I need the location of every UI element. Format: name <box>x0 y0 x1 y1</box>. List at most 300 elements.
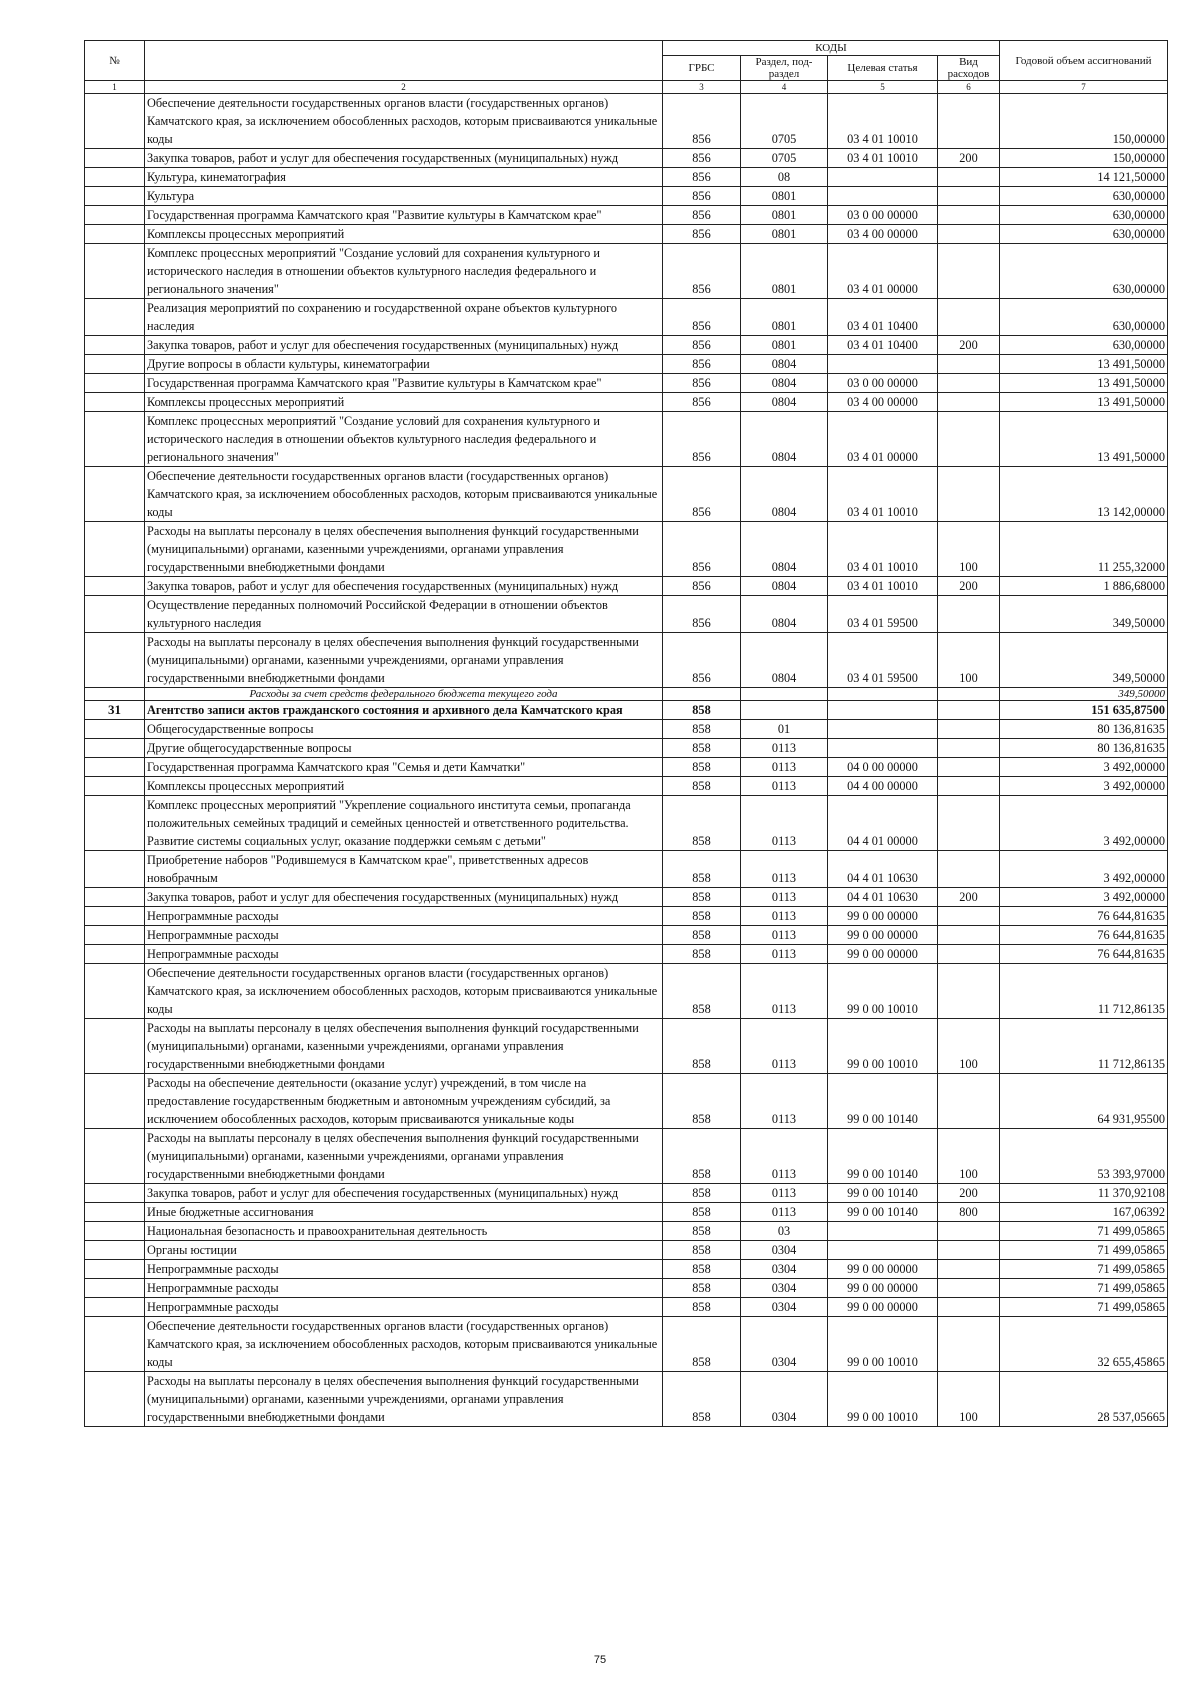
row-name: Непрограммные расходы <box>145 1260 663 1279</box>
table-row <box>85 1222 1168 1241</box>
row-expense-type <box>938 945 1000 964</box>
row-number <box>85 720 145 739</box>
row-target-article: 03 4 00 00000 <box>828 225 938 244</box>
row-amount: 349,50000 <box>1000 633 1168 688</box>
row-target-article <box>828 355 938 374</box>
row-number <box>85 1019 145 1074</box>
header-col-num: 5 <box>828 81 938 94</box>
row-target-article: 99 0 00 10010 <box>828 1019 938 1074</box>
row-name: Реализация мероприятий по сохранению и государственной охране объектов культурного наследия <box>145 299 663 336</box>
row-grbs: 856 <box>663 522 741 577</box>
table-row <box>85 1298 1168 1317</box>
row-grbs: 858 <box>663 964 741 1019</box>
row-grbs: 858 <box>663 777 741 796</box>
row-target-article: 04 4 01 10630 <box>828 888 938 907</box>
row-grbs: 856 <box>663 577 741 596</box>
row-name: Закупка товаров, работ и услуг для обеспечения государственных (муниципальных) нужд <box>145 577 663 596</box>
row-expense-type <box>938 374 1000 393</box>
row-target-article: 04 0 00 00000 <box>828 758 938 777</box>
row-name: Закупка товаров, работ и услуг для обеспечения государственных (муниципальных) нужд <box>145 336 663 355</box>
row-expense-type: 100 <box>938 1129 1000 1184</box>
row-grbs: 858 <box>663 1019 741 1074</box>
row-target-article: 04 4 01 10630 <box>828 851 938 888</box>
row-razdel: 0113 <box>741 964 828 1019</box>
row-expense-type: 800 <box>938 1203 1000 1222</box>
table-row <box>85 1129 1168 1184</box>
row-target-article <box>828 187 938 206</box>
row-expense-type <box>938 168 1000 187</box>
row-name: Непрограммные расходы <box>145 907 663 926</box>
table-row <box>85 1317 1168 1372</box>
row-name: Государственная программа Камчатского края "Развитие культуры в Камчатском крае" <box>145 374 663 393</box>
table-row <box>85 467 1168 522</box>
row-number <box>85 1298 145 1317</box>
row-amount: 3 492,00000 <box>1000 851 1168 888</box>
row-number <box>85 412 145 467</box>
row-amount: 630,00000 <box>1000 299 1168 336</box>
row-grbs: 858 <box>663 1184 741 1203</box>
table-row <box>85 577 1168 596</box>
row-name: Расходы за счет средств федерального бюджета текущего года <box>145 688 663 701</box>
row-amount: 3 492,00000 <box>1000 796 1168 851</box>
row-name: Закупка товаров, работ и услуг для обеспечения государственных (муниципальных) нужд <box>145 149 663 168</box>
row-expense-type: 200 <box>938 888 1000 907</box>
row-razdel: 0804 <box>741 577 828 596</box>
row-expense-type <box>938 1222 1000 1241</box>
table-row <box>85 777 1168 796</box>
row-expense-type <box>938 393 1000 412</box>
table-row <box>85 1279 1168 1298</box>
row-target-article <box>828 688 938 701</box>
row-expense-type <box>938 355 1000 374</box>
row-number <box>85 907 145 926</box>
row-amount: 630,00000 <box>1000 244 1168 299</box>
row-grbs: 858 <box>663 720 741 739</box>
row-expense-type <box>938 244 1000 299</box>
row-razdel: 0304 <box>741 1260 828 1279</box>
row-razdel: 0113 <box>741 945 828 964</box>
table-row <box>85 94 1168 149</box>
table-row <box>85 888 1168 907</box>
row-target-article: 99 0 00 00000 <box>828 907 938 926</box>
row-target-article: 99 0 00 00000 <box>828 1260 938 1279</box>
row-grbs: 858 <box>663 888 741 907</box>
table-row <box>85 758 1168 777</box>
row-razdel: 01 <box>741 720 828 739</box>
table-row <box>85 393 1168 412</box>
header-cs: Целевая статья <box>828 56 938 81</box>
table-row <box>85 596 1168 633</box>
row-name: Обеспечение деятельности государственных органов власти (государственных органов) Камчатского края, за исключением обособленных расходов, которым присваиваются уникальные коды <box>145 1317 663 1372</box>
row-target-article: 99 0 00 00000 <box>828 1279 938 1298</box>
row-target-article: 99 0 00 10140 <box>828 1129 938 1184</box>
row-name: Расходы на выплаты персоналу в целях обеспечения выполнения функций государственными (муниципальными) органами, казенными учреждениями, органами управления государственными внебюджетными фондами <box>145 1372 663 1427</box>
header-grbs: ГРБС <box>663 56 741 81</box>
row-name: Комплексы процессных мероприятий <box>145 225 663 244</box>
header-razdel: Раздел, под-раздел <box>741 56 828 81</box>
row-razdel: 0113 <box>741 1019 828 1074</box>
row-amount: 630,00000 <box>1000 336 1168 355</box>
row-amount: 13 491,50000 <box>1000 412 1168 467</box>
row-razdel: 0304 <box>741 1279 828 1298</box>
row-target-article: 03 4 01 00000 <box>828 412 938 467</box>
row-expense-type <box>938 907 1000 926</box>
row-number <box>85 758 145 777</box>
table-row <box>85 374 1168 393</box>
row-grbs: 856 <box>663 299 741 336</box>
row-expense-type: 100 <box>938 1372 1000 1427</box>
row-amount: 150,00000 <box>1000 149 1168 168</box>
row-target-article <box>828 739 938 758</box>
row-amount: 150,00000 <box>1000 94 1168 149</box>
table-row <box>85 168 1168 187</box>
row-name: Комплекс процессных мероприятий "Укрепление социального института семьи, пропаганда положительных семейных традиций и семейных ценностей и ответственного родительства. Развитие системы социальных услуг, оказание поддержки семьям с детьми" <box>145 796 663 851</box>
row-number <box>85 633 145 688</box>
row-number <box>85 1203 145 1222</box>
row-target-article: 99 0 00 00000 <box>828 1298 938 1317</box>
row-razdel: 0304 <box>741 1298 828 1317</box>
row-grbs: 858 <box>663 1317 741 1372</box>
row-razdel: 0113 <box>741 1184 828 1203</box>
row-grbs: 856 <box>663 244 741 299</box>
row-target-article: 99 0 00 10140 <box>828 1203 938 1222</box>
row-target-article: 99 0 00 00000 <box>828 945 938 964</box>
row-amount: 28 537,05665 <box>1000 1372 1168 1427</box>
row-target-article: 03 4 01 10010 <box>828 522 938 577</box>
row-amount: 71 499,05865 <box>1000 1298 1168 1317</box>
table-row <box>85 926 1168 945</box>
row-expense-type <box>938 926 1000 945</box>
row-name: Приобретение наборов "Родившемуся в Камчатском крае", приветственных адресов новобрачным <box>145 851 663 888</box>
row-number <box>85 225 145 244</box>
row-expense-type <box>938 225 1000 244</box>
row-name: Другие общегосударственные вопросы <box>145 739 663 758</box>
row-number <box>85 467 145 522</box>
row-razdel: 0804 <box>741 412 828 467</box>
row-amount: 11 712,86135 <box>1000 1019 1168 1074</box>
row-amount: 53 393,97000 <box>1000 1129 1168 1184</box>
row-number <box>85 945 145 964</box>
row-amount: 630,00000 <box>1000 187 1168 206</box>
row-number <box>85 596 145 633</box>
row-target-article <box>828 1222 938 1241</box>
row-razdel: 0113 <box>741 1203 828 1222</box>
row-name: Общегосударственные вопросы <box>145 720 663 739</box>
row-expense-type <box>938 720 1000 739</box>
row-target-article: 99 0 00 10010 <box>828 1317 938 1372</box>
row-name: Комплексы процессных мероприятий <box>145 777 663 796</box>
row-amount: 3 492,00000 <box>1000 888 1168 907</box>
row-razdel: 0804 <box>741 355 828 374</box>
table-row <box>85 336 1168 355</box>
row-number <box>85 187 145 206</box>
row-name: Органы юстиции <box>145 1241 663 1260</box>
table-row <box>85 688 1168 701</box>
row-target-article: 99 0 00 10010 <box>828 964 938 1019</box>
row-razdel: 0801 <box>741 336 828 355</box>
row-grbs: 856 <box>663 355 741 374</box>
row-grbs: 858 <box>663 1222 741 1241</box>
row-name: Культура, кинематография <box>145 168 663 187</box>
row-expense-type <box>938 777 1000 796</box>
row-expense-type <box>938 1279 1000 1298</box>
row-name: Непрограммные расходы <box>145 1279 663 1298</box>
row-name: Расходы на выплаты персоналу в целях обеспечения выполнения функций государственными (муниципальными) органами, казенными учреждениями, органами управления государственными внебюджетными фондами <box>145 1129 663 1184</box>
row-razdel: 0705 <box>741 149 828 168</box>
row-razdel: 0804 <box>741 393 828 412</box>
row-number <box>85 1222 145 1241</box>
row-razdel: 08 <box>741 168 828 187</box>
row-name: Иные бюджетные ассигнования <box>145 1203 663 1222</box>
row-number <box>85 374 145 393</box>
row-grbs: 858 <box>663 1298 741 1317</box>
row-name: Расходы на выплаты персоналу в целях обеспечения выполнения функций государственными (муниципальными) органами, казенными учреждениями, органами управления государственными внебюджетными фондами <box>145 633 663 688</box>
header-col-num: 2 <box>145 81 663 94</box>
row-grbs: 856 <box>663 168 741 187</box>
row-target-article: 03 0 00 00000 <box>828 206 938 225</box>
row-name: Обеспечение деятельности государственных органов власти (государственных органов) Камчатского края, за исключением обособленных расходов, которым присваиваются уникальные коды <box>145 964 663 1019</box>
row-target-article: 03 4 00 00000 <box>828 393 938 412</box>
row-target-article: 03 4 01 10010 <box>828 577 938 596</box>
row-expense-type: 200 <box>938 577 1000 596</box>
row-razdel: 0113 <box>741 1129 828 1184</box>
table-row <box>85 412 1168 467</box>
header-col-num: 4 <box>741 81 828 94</box>
row-expense-type <box>938 796 1000 851</box>
row-expense-type: 200 <box>938 149 1000 168</box>
row-razdel: 0801 <box>741 206 828 225</box>
row-expense-type <box>938 688 1000 701</box>
row-expense-type <box>938 412 1000 467</box>
header-sum: Годовой объем ассигнований <box>1000 41 1168 81</box>
row-grbs: 856 <box>663 225 741 244</box>
row-number <box>85 1074 145 1129</box>
row-expense-type: 200 <box>938 336 1000 355</box>
row-grbs: 858 <box>663 1241 741 1260</box>
row-number <box>85 522 145 577</box>
row-grbs: 858 <box>663 907 741 926</box>
row-amount: 71 499,05865 <box>1000 1241 1168 1260</box>
row-razdel <box>741 701 828 720</box>
row-name: Национальная безопасность и правоохранительная деятельность <box>145 1222 663 1241</box>
row-amount: 3 492,00000 <box>1000 758 1168 777</box>
row-number <box>85 149 145 168</box>
row-expense-type <box>938 739 1000 758</box>
table-row <box>85 206 1168 225</box>
row-grbs: 856 <box>663 596 741 633</box>
row-razdel: 0113 <box>741 739 828 758</box>
row-razdel: 0804 <box>741 374 828 393</box>
row-expense-type <box>938 1260 1000 1279</box>
row-name: Обеспечение деятельности государственных органов власти (государственных органов) Камчатского края, за исключением обособленных расходов, которым присваиваются уникальные коды <box>145 467 663 522</box>
row-target-article: 03 4 01 59500 <box>828 596 938 633</box>
row-target-article: 99 0 00 10010 <box>828 1372 938 1427</box>
row-razdel: 03 <box>741 1222 828 1241</box>
row-name: Расходы на выплаты персоналу в целях обеспечения выполнения функций государственными (муниципальными) органами, казенными учреждениями, органами управления государственными внебюджетными фондами <box>145 522 663 577</box>
table-row <box>85 244 1168 299</box>
row-name: Государственная программа Камчатского края "Развитие культуры в Камчатском крае" <box>145 206 663 225</box>
row-expense-type: 200 <box>938 1184 1000 1203</box>
row-expense-type <box>938 701 1000 720</box>
header-col-num: 3 <box>663 81 741 94</box>
row-razdel: 0801 <box>741 299 828 336</box>
row-target-article: 99 0 00 00000 <box>828 926 938 945</box>
table-row <box>85 796 1168 851</box>
row-grbs <box>663 688 741 701</box>
table-row <box>85 149 1168 168</box>
row-number <box>85 206 145 225</box>
table-row <box>85 964 1168 1019</box>
row-target-article: 03 4 01 10400 <box>828 336 938 355</box>
row-name: Культура <box>145 187 663 206</box>
row-number <box>85 739 145 758</box>
row-target-article: 04 4 01 00000 <box>828 796 938 851</box>
header-col-num: 1 <box>85 81 145 94</box>
row-razdel: 0113 <box>741 851 828 888</box>
row-amount: 14 121,50000 <box>1000 168 1168 187</box>
row-target-article <box>828 720 938 739</box>
row-grbs: 858 <box>663 851 741 888</box>
row-grbs: 856 <box>663 206 741 225</box>
row-razdel: 0804 <box>741 467 828 522</box>
table-row <box>85 907 1168 926</box>
row-number <box>85 94 145 149</box>
row-target-article <box>828 1241 938 1260</box>
row-expense-type <box>938 1298 1000 1317</box>
header-col-num: 6 <box>938 81 1000 94</box>
row-expense-type: 100 <box>938 633 1000 688</box>
header-col-num: 7 <box>1000 81 1168 94</box>
row-grbs: 858 <box>663 758 741 777</box>
row-amount: 80 136,81635 <box>1000 739 1168 758</box>
row-expense-type <box>938 758 1000 777</box>
row-number <box>85 299 145 336</box>
row-name: Государственная программа Камчатского края "Семья и дети Камчатки" <box>145 758 663 777</box>
row-number <box>85 688 145 701</box>
row-grbs: 858 <box>663 1372 741 1427</box>
row-amount: 630,00000 <box>1000 225 1168 244</box>
row-number <box>85 355 145 374</box>
row-razdel: 0113 <box>741 907 828 926</box>
row-target-article: 03 4 01 00000 <box>828 244 938 299</box>
row-grbs: 856 <box>663 467 741 522</box>
row-razdel: 0113 <box>741 926 828 945</box>
row-name: Расходы на выплаты персоналу в целях обеспечения выполнения функций государственными (муниципальными) органами, казенными учреждениями, органами управления государственными внебюджетными фондами <box>145 1019 663 1074</box>
row-razdel: 0113 <box>741 796 828 851</box>
row-name: Другие вопросы в области культуры, кинематографии <box>145 355 663 374</box>
page-number: 75 <box>593 1654 607 1666</box>
row-amount: 151 635,87500 <box>1000 701 1168 720</box>
row-razdel: 0804 <box>741 633 828 688</box>
row-amount: 76 644,81635 <box>1000 907 1168 926</box>
row-razdel: 0304 <box>741 1317 828 1372</box>
row-name: Комплексы процессных мероприятий <box>145 393 663 412</box>
table-row <box>85 1074 1168 1129</box>
table-row <box>85 701 1168 720</box>
row-target-article: 99 0 00 10140 <box>828 1074 938 1129</box>
table-row <box>85 720 1168 739</box>
header-name <box>145 41 663 81</box>
row-target-article: 03 4 01 59500 <box>828 633 938 688</box>
row-grbs: 856 <box>663 633 741 688</box>
table-row <box>85 1184 1168 1203</box>
row-name: Обеспечение деятельности государственных органов власти (государственных органов) Камчатского края, за исключением обособленных расходов, которым присваиваются уникальные коды <box>145 94 663 149</box>
row-expense-type <box>938 187 1000 206</box>
row-target-article: 03 4 01 10010 <box>828 94 938 149</box>
row-amount: 13 491,50000 <box>1000 374 1168 393</box>
row-number <box>85 1372 145 1427</box>
table-row <box>85 355 1168 374</box>
row-razdel: 0801 <box>741 244 828 299</box>
header-codes: КОДЫ <box>663 41 1000 56</box>
row-expense-type <box>938 299 1000 336</box>
row-number <box>85 888 145 907</box>
row-target-article: 03 4 01 10010 <box>828 467 938 522</box>
row-razdel: 0304 <box>741 1241 828 1260</box>
row-amount: 13 491,50000 <box>1000 393 1168 412</box>
row-grbs: 856 <box>663 336 741 355</box>
row-target-article: 03 4 01 10400 <box>828 299 938 336</box>
row-grbs: 858 <box>663 926 741 945</box>
row-name: Расходы на обеспечение деятельности (оказание услуг) учреждений, в том числе на предоставление государственным бюджетным и автономным учреждениям субсидий, за исключением обособленных расходов, которым присваиваются уникальные коды <box>145 1074 663 1129</box>
table-row <box>85 299 1168 336</box>
row-target-article <box>828 701 938 720</box>
row-expense-type <box>938 1317 1000 1372</box>
table-body <box>85 94 1168 1427</box>
row-grbs: 856 <box>663 374 741 393</box>
row-expense-type <box>938 1241 1000 1260</box>
row-target-article <box>828 168 938 187</box>
row-number <box>85 1279 145 1298</box>
row-name: Непрограммные расходы <box>145 926 663 945</box>
row-amount: 71 499,05865 <box>1000 1279 1168 1298</box>
row-razdel: 0804 <box>741 596 828 633</box>
table-row <box>85 1241 1168 1260</box>
row-number: 31 <box>85 701 145 720</box>
row-name: Агентство записи актов гражданского состояния и архивного дела Камчатского края <box>145 701 663 720</box>
row-razdel: 0113 <box>741 758 828 777</box>
row-number <box>85 1317 145 1372</box>
row-name: Непрограммные расходы <box>145 1298 663 1317</box>
row-razdel: 0113 <box>741 777 828 796</box>
row-razdel: 0801 <box>741 187 828 206</box>
row-razdel: 0113 <box>741 1074 828 1129</box>
table-row <box>85 945 1168 964</box>
table-row <box>85 1260 1168 1279</box>
row-grbs: 856 <box>663 412 741 467</box>
row-amount: 11 370,92108 <box>1000 1184 1168 1203</box>
header-no: № <box>85 41 145 81</box>
row-number <box>85 393 145 412</box>
table-row <box>85 1203 1168 1222</box>
row-grbs: 858 <box>663 1260 741 1279</box>
row-number <box>85 1184 145 1203</box>
row-amount: 349,50000 <box>1000 688 1168 701</box>
table-row <box>85 522 1168 577</box>
row-amount: 349,50000 <box>1000 596 1168 633</box>
table-row <box>85 1019 1168 1074</box>
row-grbs: 858 <box>663 1074 741 1129</box>
row-grbs: 856 <box>663 187 741 206</box>
row-grbs: 858 <box>663 739 741 758</box>
row-razdel <box>741 688 828 701</box>
row-razdel: 0801 <box>741 225 828 244</box>
row-amount: 71 499,05865 <box>1000 1260 1168 1279</box>
row-expense-type <box>938 964 1000 1019</box>
table-row <box>85 1372 1168 1427</box>
row-amount: 32 655,45865 <box>1000 1317 1168 1372</box>
row-grbs: 856 <box>663 393 741 412</box>
